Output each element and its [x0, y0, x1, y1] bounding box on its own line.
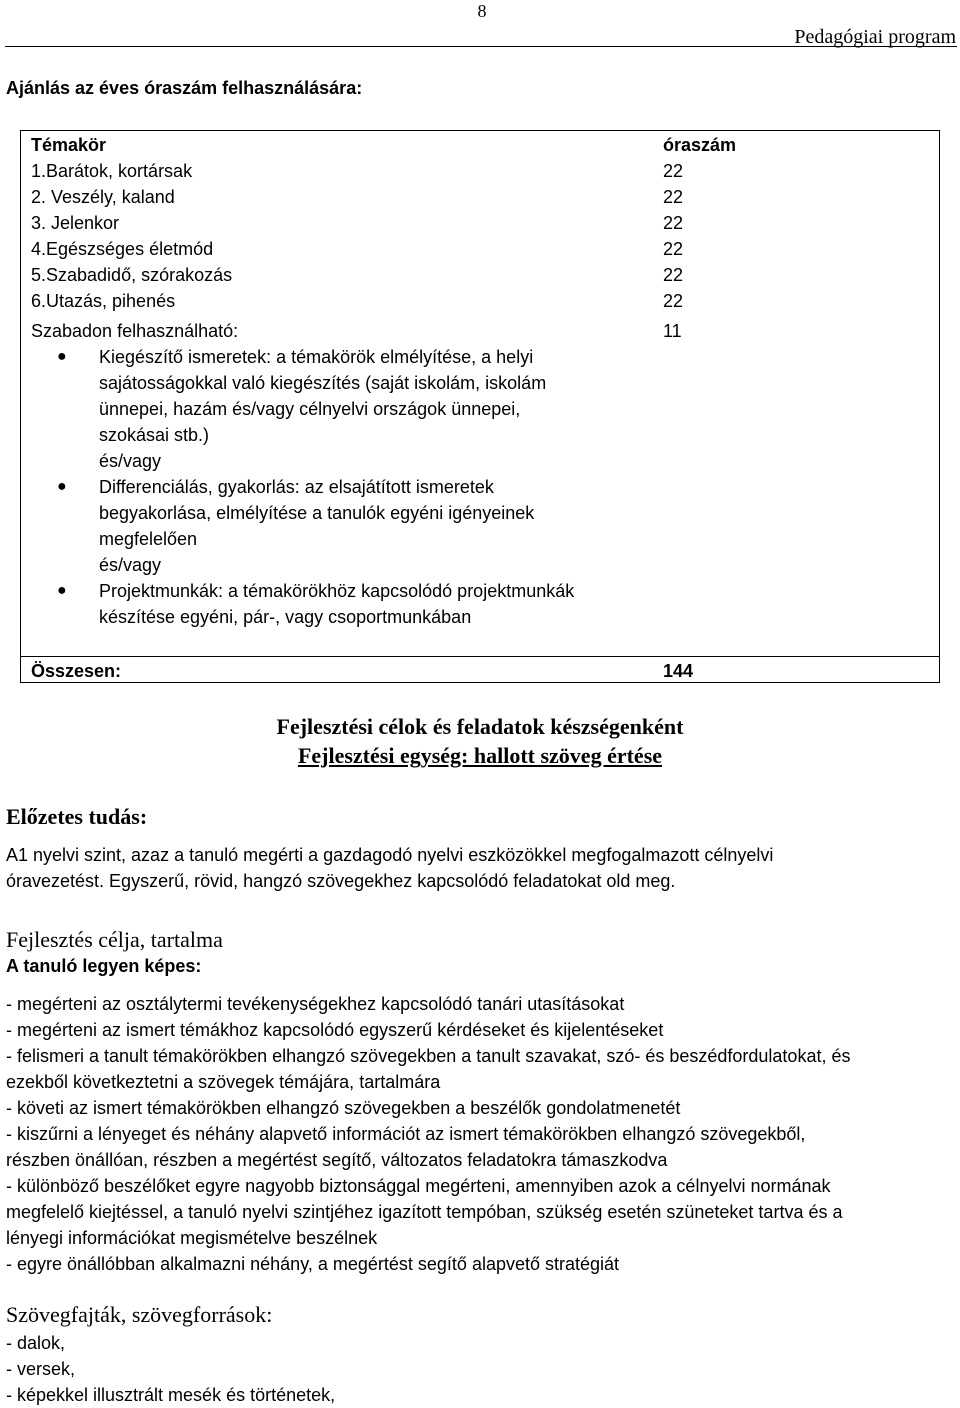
list-item: - különböző beszélőket egyre nagyobb biztonsággal megérteni, amennyiben azok a célnyelvi normának — [6, 1176, 831, 1196]
list-item: - felismeri a tanult témakörökben elhangzó szövegekben a tanult szavakat, szó- és beszédfordulatokat, és — [6, 1046, 851, 1066]
free-hours-value: 11 — [663, 321, 682, 341]
bullet-icon: ● — [57, 582, 67, 599]
table-header-topic: Témakör — [31, 135, 107, 155]
list-item: - megérteni az ismert témákhoz kapcsolódó egyszerű kérdéseket és kijelentéseket — [6, 1020, 664, 1040]
total-label: Összesen: — [31, 661, 122, 681]
prior-knowledge-heading: Előzetes tudás: — [6, 804, 148, 829]
text-types-heading: Szövegfajták, szövegforrások: — [6, 1302, 273, 1327]
list-item: - képekkel illusztrált mesék és történetek, — [6, 1385, 336, 1405]
section-title: Fejlesztési célok és feladatok készségenként — [276, 714, 684, 739]
table-row-hours: 22 — [663, 291, 684, 311]
list-item: lényegi információkat megismételve beszélnek — [6, 1228, 378, 1248]
bullet-icon: ● — [57, 348, 67, 365]
free-hours-label: Szabadon felhasználható: — [31, 321, 239, 341]
header-title: Pedagógiai program — [794, 26, 956, 48]
list-item: ezekből következtetni a szövegek témájára, tartalmára — [6, 1072, 441, 1092]
table-row-topic: 3. Jelenkor — [31, 213, 120, 233]
connector-text: és/vagy — [99, 555, 162, 575]
page-number: 8 — [477, 1, 487, 21]
goal-subheading: A tanuló legyen képes: — [6, 956, 202, 976]
table-row-hours: 22 — [663, 239, 684, 259]
table-row-topic: 1.Barátok, kortársak — [31, 161, 193, 181]
table-row-hours: 22 — [663, 161, 684, 181]
list-item: - versek, — [6, 1359, 76, 1379]
list-item: - kiszűrni a lényeget és néhány alapvető információt az ismert témakörökben elhangzó szövegekből, — [6, 1124, 806, 1144]
table-row-hours: 22 — [663, 187, 684, 207]
table-header-hours: óraszám — [663, 135, 737, 155]
section-subtitle: Fejlesztési egység: hallott szöveg értése — [297, 743, 663, 768]
total-value: 144 — [663, 661, 694, 681]
table-row-hours: 22 — [663, 213, 684, 233]
table-row-topic: 6.Utazás, pihenés — [31, 291, 176, 311]
list-item: ● Kiegészítő ismeretek: a témakörök elmélyítése, a helyi sajátosságokkal való kiegészítés (saját iskolám, iskolám ünnepei, hazám és/vagy célnyelvi országok ünnepei, szokásai stb.) és/vagy — [99, 344, 673, 474]
list-item: ● Differenciálás, gyakorlás: az elsajátított ismeretek begyakorlása, elmélyítése a tanulók egyéni igényeinek megfelelően és/vagy — [99, 474, 673, 578]
table-row-topic: 4.Egészséges életmód — [31, 239, 214, 259]
table-row-topic: 5.Szabadidő, szórakozás — [31, 265, 233, 285]
list-item: - megérteni az osztálytermi tevékenységekhez kapcsolódó tanári utasításokat — [6, 994, 625, 1014]
table-row-hours: 22 — [663, 265, 684, 285]
hours-table — [20, 130, 940, 683]
list-item: - dalok, — [6, 1333, 66, 1353]
list-item: részben önállóan, részben a megértést segítő, változatos feladatokra támaszkodva — [6, 1150, 668, 1170]
bullet-icon: ● — [57, 478, 67, 495]
list-item: - követi az ismert témakörökben elhangzó szövegekben a beszélők gondolatmenetét — [6, 1098, 681, 1118]
table-row-topic: 2. Veszély, kaland — [31, 187, 175, 207]
list-item: megfelelő kiejtéssel, a tanuló nyelvi szintjéhez igazított tempóban, szükség esetén szüneteket tartva és a — [6, 1202, 843, 1222]
list-item: - egyre önállóbban alkalmazni néhány, a megértést segítő alapvető stratégiát — [6, 1254, 620, 1274]
goal-heading: Fejlesztés célja, tartalma — [6, 927, 223, 952]
connector-text: és/vagy — [99, 451, 162, 471]
recommendation-title: Ajánlás az éves óraszám felhasználására: — [6, 78, 363, 98]
header-rule — [5, 46, 957, 47]
list-item: ● Projektmunkák: a témakörökhöz kapcsolódó projektmunkák készítése egyéni, pár-, vagy csoportmunkában — [99, 578, 673, 630]
table-divider — [21, 656, 939, 657]
